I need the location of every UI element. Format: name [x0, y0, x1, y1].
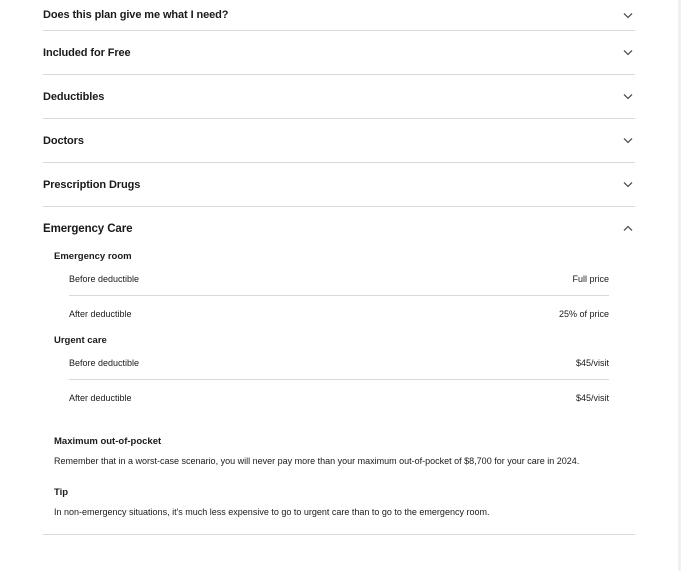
accordion-header-plan-fit[interactable]: [43, 0, 635, 30]
accordion-item-included-free: [43, 31, 635, 75]
accordion-header-emergency-care[interactable]: [43, 207, 635, 250]
chevron-down-icon[interactable]: [621, 178, 635, 192]
cost-row-label: After deductible: [69, 393, 132, 403]
accordion-item-emergency-care: [43, 207, 635, 535]
emergency-room-heading: Emergency room: [54, 251, 132, 262]
emergency-room-list: [69, 262, 609, 332]
cost-row: [69, 295, 609, 332]
chevron-down-icon[interactable]: [621, 134, 635, 148]
chevron-down-icon[interactable]: [621, 90, 635, 104]
cost-row-label: Before deductible: [69, 357, 140, 368]
accordion-header-included-free[interactable]: [43, 31, 635, 74]
accordion-item-prescription-drugs: [43, 163, 635, 207]
accordion-title: Doctors: [43, 134, 84, 147]
accordion-header-prescription-drugs[interactable]: [43, 163, 635, 206]
max-oop-text: Remember that in a worst-case scenario, you will never pay more than your maximum out-of-pocket of $8,700 for your care in 2024.: [54, 456, 580, 466]
cost-row-value: $45/visit: [575, 393, 609, 403]
cost-row-value: Full price: [572, 273, 609, 284]
accordion-title: Does this plan give me what I need?: [43, 9, 229, 21]
accordion-item-doctors: [43, 119, 635, 163]
cost-row: [69, 379, 609, 416]
chevron-down-icon[interactable]: [621, 46, 635, 60]
accordion-title: Prescription Drugs: [43, 178, 141, 191]
cost-row: [69, 346, 609, 379]
tip-heading: Tip: [54, 487, 69, 498]
accordion-item-deductibles: [43, 75, 635, 119]
plan-details-accordion: [43, 0, 635, 535]
cost-row: [69, 262, 609, 295]
urgent-care-list: [69, 346, 609, 416]
chevron-down-icon[interactable]: [621, 8, 635, 22]
cost-row-label: After deductible: [69, 309, 132, 319]
accordion-header-doctors[interactable]: [43, 119, 635, 162]
accordion-title: Included for Free: [43, 46, 131, 59]
emergency-care-content: [43, 250, 635, 517]
cost-row-label: Before deductible: [69, 273, 140, 284]
tip-text: In non-emergency situations, it's much less expensive to go to urgent care than to go to the emergency room.: [54, 507, 490, 517]
cost-row-value: $45/visit: [575, 357, 609, 368]
max-oop-heading: Maximum out-of-pocket: [54, 436, 162, 447]
accordion-title: Emergency Care: [43, 222, 133, 235]
urgent-care-heading: Urgent care: [54, 335, 107, 346]
accordion-item-plan-fit: [43, 0, 635, 31]
chevron-up-icon[interactable]: [621, 222, 635, 236]
accordion-title: Deductibles: [43, 90, 105, 103]
cost-row-value: 25% of price: [558, 309, 609, 319]
accordion-header-deductibles[interactable]: [43, 75, 635, 118]
